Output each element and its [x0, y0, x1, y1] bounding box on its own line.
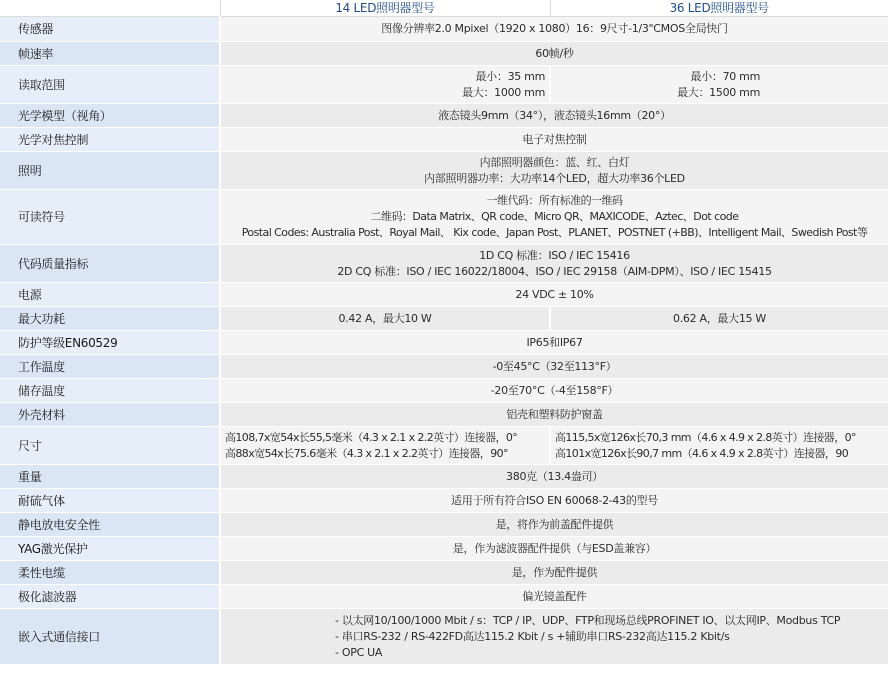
row-weight [0, 465, 888, 489]
interface-list [225, 613, 884, 661]
row-storage-temp [0, 379, 888, 403]
row-symbologies [0, 190, 888, 245]
row-label: 重量 [0, 465, 220, 489]
row-value: 380克（13.4盎司） [220, 465, 888, 489]
list-item: - OPC UA [335, 645, 884, 661]
value-line: 一维代码：所有标准的一维码 [486, 194, 623, 207]
row-label: 储存温度 [0, 379, 220, 403]
value-line: 最大：1500 mm [677, 85, 760, 99]
row-value: 24 VDC ± 10% [220, 283, 888, 307]
row-label: YAG激光保护 [0, 537, 220, 561]
row-value [220, 609, 888, 665]
row-label: 外壳材料 [0, 403, 220, 427]
row-value-36led [550, 427, 888, 465]
row-flex-cable [0, 561, 888, 585]
value-line: 1D CQ 标准：ISO / IEC 15416 [479, 248, 630, 262]
value-line: Postal Codes: Australia Post、Royal Mail、 Kix code、Japan Post、PLANET、POSTNET (+BB)、Intelligent Mail、Swedish Post等 [241, 226, 868, 239]
row-dimensions [0, 427, 888, 465]
row-value: 电子对焦控制 [220, 128, 888, 152]
row-focus [0, 128, 888, 152]
row-label: 工作温度 [0, 355, 220, 379]
row-label: 柔性电缆 [0, 561, 220, 585]
row-label: 嵌入式通信接口 [0, 609, 220, 665]
row-value: 是，将作为前盖配件提供 [220, 513, 888, 537]
value-line: 内部照明器颜色：蓝、红、白灯 [479, 155, 630, 169]
row-label: 可读符号 [0, 190, 220, 245]
row-esd [0, 513, 888, 537]
row-value: 液态镜头9mm（34°），液态镜头16mm（20°） [220, 104, 888, 128]
row-label: 尺寸 [0, 427, 220, 465]
value-line: 高115,5x宽126x长70,3 mm（4.6 x 4.9 x 2.8英寸）连接器，0° [555, 430, 856, 444]
row-value-14led [220, 427, 550, 465]
value-line: 最小：35 mm [475, 69, 545, 83]
row-polarizer [0, 585, 888, 609]
row-illumination [0, 152, 888, 190]
row-sulfur-gas [0, 489, 888, 513]
value-line: 高88x宽54x长75.6毫米（4.3 x 2.1 x 2.2英寸）连接器，90° [225, 446, 508, 460]
value-line: 内部照明器功率：大功率14个LED，超大功率36个LED [424, 171, 685, 185]
row-value: 适用于所有符合ISO EN 60068-2-43的型号 [220, 489, 888, 513]
row-value: 是，作为配件提供 [220, 561, 888, 585]
header-blank [0, 0, 220, 17]
row-label: 照明 [0, 152, 220, 190]
header-row [0, 0, 888, 17]
row-label: 光学模型（视角） [0, 104, 220, 128]
value-line: 最大：1000 mm [462, 85, 545, 99]
header-36led: 36 LED照明器型号 [550, 0, 888, 17]
row-label: 传感器 [0, 17, 220, 42]
row-value: 60帧/秒 [220, 42, 888, 66]
row-label: 极化滤波器 [0, 585, 220, 609]
row-label: 代码质量指标 [0, 245, 220, 283]
list-item: - 以太网10/100/1000 Mbit / s：TCP / IP、UDP、FTP和现场总线PROFINET IO、以太网IP、Modbus TCP [335, 613, 884, 629]
row-value [220, 152, 888, 190]
row-value: 铝壳和塑料防护窗盖 [220, 403, 888, 427]
list-item: - 串口RS-232 / RS-422FD高达115.2 Kbit / s +辅助串口RS-232高达115.2 Kbit/s [335, 629, 884, 645]
row-max-power [0, 307, 888, 331]
row-value-36led [550, 66, 888, 104]
value-line: 高101x宽126x长90,7 mm（4.6 x 4.9 x 2.8英寸）连接器，90 [555, 446, 849, 460]
row-read-range [0, 66, 888, 104]
row-power [0, 283, 888, 307]
row-code-quality [0, 245, 888, 283]
row-value: -20至70°C（-4至158°F） [220, 379, 888, 403]
row-value-14led [220, 66, 550, 104]
header-14led: 14 LED照明器型号 [220, 0, 550, 17]
row-value: 偏光镜盖配件 [220, 585, 888, 609]
row-interfaces [0, 609, 888, 665]
row-value: 图像分辨率2.0 Mpixel（1920 x 1080）16：9尺寸-1/3"CMOS全局快门 [220, 17, 888, 42]
value-line: 最小：70 mm [690, 69, 760, 83]
row-value: -0至45°C（32至113°F） [220, 355, 888, 379]
row-label: 防护等级EN60529 [0, 331, 220, 355]
row-value: IP65和IP67 [220, 331, 888, 355]
row-label: 电源 [0, 283, 220, 307]
row-label: 光学对焦控制 [0, 128, 220, 152]
row-label: 耐硫气体 [0, 489, 220, 513]
row-sensor [0, 17, 888, 42]
row-label: 最大功耗 [0, 307, 220, 331]
row-label: 帧速率 [0, 42, 220, 66]
row-operating-temp [0, 355, 888, 379]
value-line: 高108,7x宽54x长55,5毫米（4.3 x 2.1 x 2.2英寸）连接器，0° [225, 430, 518, 444]
row-optics [0, 104, 888, 128]
row-value-36led: 0.62 A，最大15 W [550, 307, 888, 331]
row-value-14led: 0.42 A，最大10 W [220, 307, 550, 331]
row-protection [0, 331, 888, 355]
row-yag [0, 537, 888, 561]
row-value: 是，作为滤波器配件提供（与ESD盖兼容） [220, 537, 888, 561]
row-value [220, 190, 888, 245]
row-frame-rate [0, 42, 888, 66]
value-line: 二维码：Data Matrix、QR code、Micro QR、MAXICODE、Aztec、Dot code [370, 210, 739, 223]
value-line: 2D CQ 标准：ISO / IEC 16022/18004、ISO / IEC 29158（AIM-DPM）、ISO / IEC 15415 [337, 264, 772, 278]
row-label: 静电放电安全性 [0, 513, 220, 537]
row-housing [0, 403, 888, 427]
row-value [220, 245, 888, 283]
row-label: 读取范围 [0, 66, 220, 104]
